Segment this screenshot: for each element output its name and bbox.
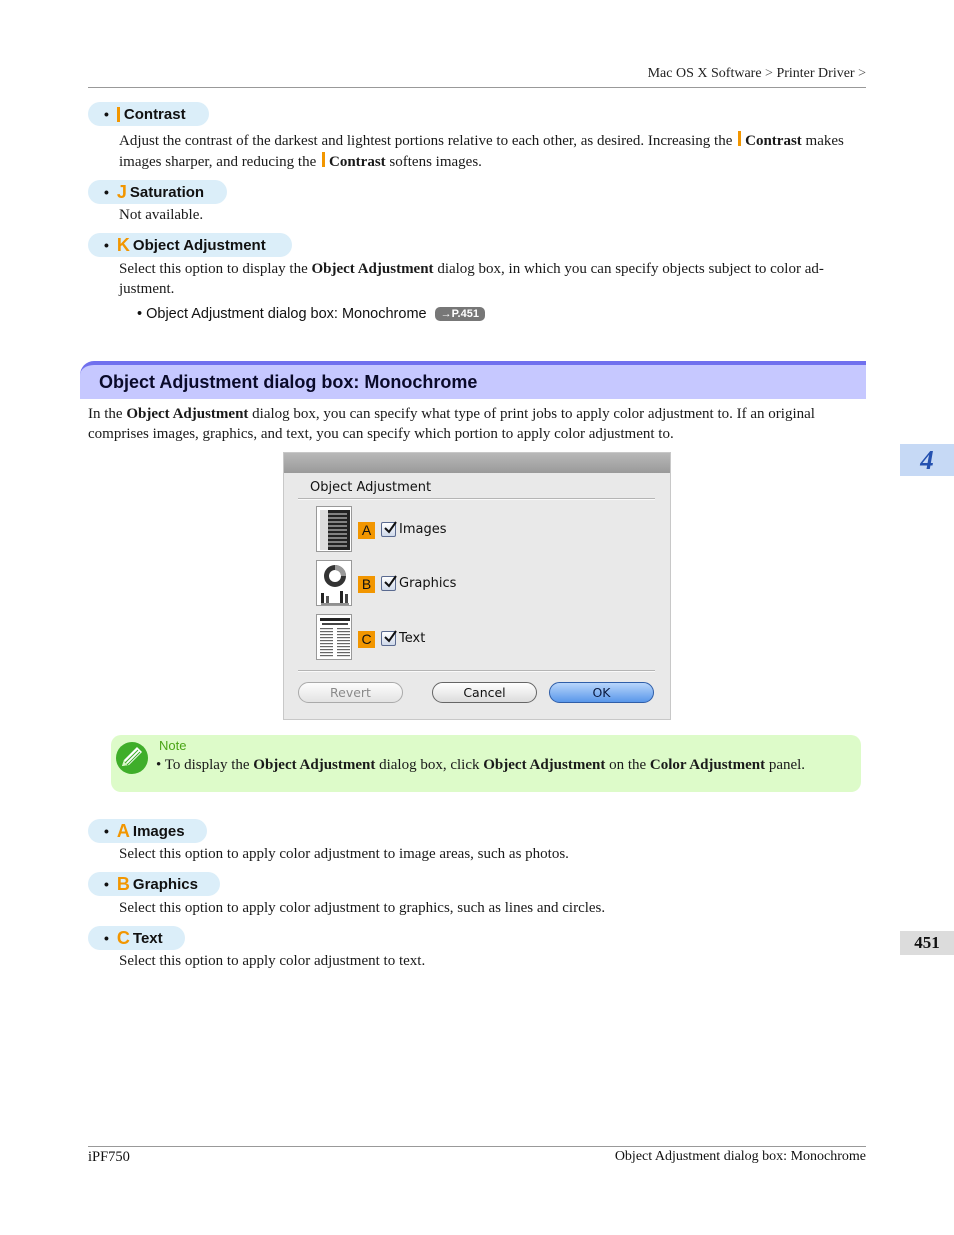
heading-contrast <box>88 102 209 126</box>
note-text-a: To display the <box>164 757 250 773</box>
saturation-description: Not available. <box>119 207 204 223</box>
contrast-text-c: softens images. <box>389 153 482 170</box>
section-title: Object Adjustment dialog box: Monochrome <box>99 372 478 392</box>
heading-contrast-label: Contrast <box>123 105 186 123</box>
images-thumbnail-icon <box>316 506 352 552</box>
intro-text-b: dialog box, you can specify what type of print jobs to apply color adjustment to. If an original comprises images, graphics, and text, you can specify which portion to apply color adjustment to. <box>88 406 815 442</box>
item-letter-c: C <box>116 927 130 948</box>
checkmark-icon <box>383 630 398 645</box>
text-thumbnail-icon <box>316 614 352 660</box>
note-bold-1: Object Adjustment <box>253 757 376 773</box>
checkmark-icon <box>383 575 398 590</box>
images-checkbox-label[interactable]: Images <box>399 522 447 537</box>
heading-object-adjustment <box>88 233 292 257</box>
graphics-checkbox-label[interactable]: Graphics <box>399 576 457 591</box>
heading-images-label: Images <box>132 822 185 840</box>
heading-object-adjustment-label: Object Adjustment <box>132 236 266 254</box>
callout-badge-c: C <box>358 631 375 648</box>
intro-text-a: In the <box>88 406 123 422</box>
objadj-text-b: dialog box, in which you can specify objects subject to color ad- justment. <box>119 261 824 297</box>
breadcrumb-separator: > <box>765 66 773 81</box>
text-checkbox[interactable] <box>381 631 396 646</box>
contrast-bold-2: Contrast <box>329 153 386 170</box>
dialog-divider <box>298 498 655 500</box>
dialog-titlebar <box>284 453 670 473</box>
item-letter-i <box>322 152 325 167</box>
item-letter-b: B <box>116 873 130 894</box>
breadcrumb-separator: > <box>858 66 866 81</box>
object-adjustment-dialog <box>283 452 671 720</box>
note-text <box>156 757 805 774</box>
contrast-bold-1: Contrast <box>745 133 802 149</box>
link-object-adjustment-monochrome[interactable] <box>137 306 485 322</box>
bullet-icon: • <box>104 823 109 839</box>
bullet-icon: • <box>104 237 109 253</box>
heading-text <box>88 926 185 950</box>
contrast-description <box>119 131 859 172</box>
page-ref-badge[interactable]: →P.451 <box>435 307 485 321</box>
note-text-d: panel. <box>768 757 806 773</box>
breadcrumb-item-printer-driver[interactable]: Printer Driver <box>776 66 855 81</box>
bullet-icon: • <box>104 106 109 122</box>
item-letter-k: K <box>116 234 130 255</box>
note-box <box>111 735 861 792</box>
intro-bold: Object Adjustment <box>126 406 249 422</box>
breadcrumb-item-mac-os-x-software[interactable]: Mac OS X Software <box>647 66 762 81</box>
pencil-note-icon <box>115 741 149 775</box>
bullet-icon: • <box>104 876 109 892</box>
heading-saturation-label: Saturation <box>129 183 205 201</box>
note-label: Note <box>159 738 187 753</box>
bullet-icon: • <box>104 930 109 946</box>
footer-divider <box>88 1146 866 1147</box>
note-text-b: dialog box, click <box>379 757 480 773</box>
cancel-button[interactable]: Cancel <box>432 682 537 703</box>
dialog-divider <box>298 670 655 672</box>
footer-section-title: Object Adjustment dialog box: Monochrome <box>614 1149 866 1164</box>
page-number: 451 <box>900 931 954 955</box>
note-text-c: on the <box>609 757 647 773</box>
section-intro <box>88 405 858 444</box>
breadcrumb <box>648 66 866 82</box>
bullet-icon: • <box>156 757 162 773</box>
heading-text-label: Text <box>132 929 163 947</box>
note-bold-2: Object Adjustment <box>483 757 606 773</box>
objadj-bold-1: Object Adjustment <box>311 261 434 277</box>
graphics-thumbnail-icon <box>316 560 352 606</box>
item-letter-a: A <box>116 820 130 841</box>
callout-badge-a: A <box>358 522 375 539</box>
heading-saturation <box>88 180 227 204</box>
footer-model: iPF750 <box>88 1149 130 1165</box>
heading-images <box>88 819 207 843</box>
images-description: Select this option to apply color adjustment to image areas, such as photos. <box>119 846 569 862</box>
item-letter-i <box>117 107 120 122</box>
callout-badge-b: B <box>358 576 375 593</box>
chapter-tab[interactable]: 4 <box>900 444 954 476</box>
images-checkbox[interactable] <box>381 522 396 537</box>
object-adjustment-description <box>119 260 859 299</box>
bullet-icon: • <box>137 306 143 322</box>
item-letter-j: J <box>116 181 127 202</box>
graphics-description: Select this option to apply color adjustment to graphics, such as lines and circles. <box>119 900 606 916</box>
text-checkbox-label[interactable]: Text <box>399 631 426 646</box>
dialog-heading: Object Adjustment <box>310 480 432 495</box>
text-description: Select this option to apply color adjustment to text. <box>119 953 426 969</box>
heading-graphics-label: Graphics <box>132 875 198 893</box>
ok-button[interactable]: OK <box>549 682 654 703</box>
note-bold-3: Color Adjustment <box>649 757 766 773</box>
contrast-text-a: Adjust the contrast of the darkest and lightest portions relative to each other, as desired. Increasing the <box>119 133 733 149</box>
contrast-text-b: makes images sharper, and reducing the <box>119 133 844 170</box>
item-letter-i <box>738 131 741 146</box>
objadj-text-a: Select this option to display the <box>119 261 308 277</box>
bullet-icon: • <box>104 184 109 200</box>
revert-button[interactable]: Revert <box>298 682 403 703</box>
section-header <box>80 361 866 399</box>
graphics-checkbox[interactable] <box>381 576 396 591</box>
checkmark-icon <box>383 521 398 536</box>
heading-graphics <box>88 872 220 896</box>
header-divider <box>88 87 866 88</box>
link-text[interactable]: Object Adjustment dialog box: Monochrome <box>146 306 427 322</box>
